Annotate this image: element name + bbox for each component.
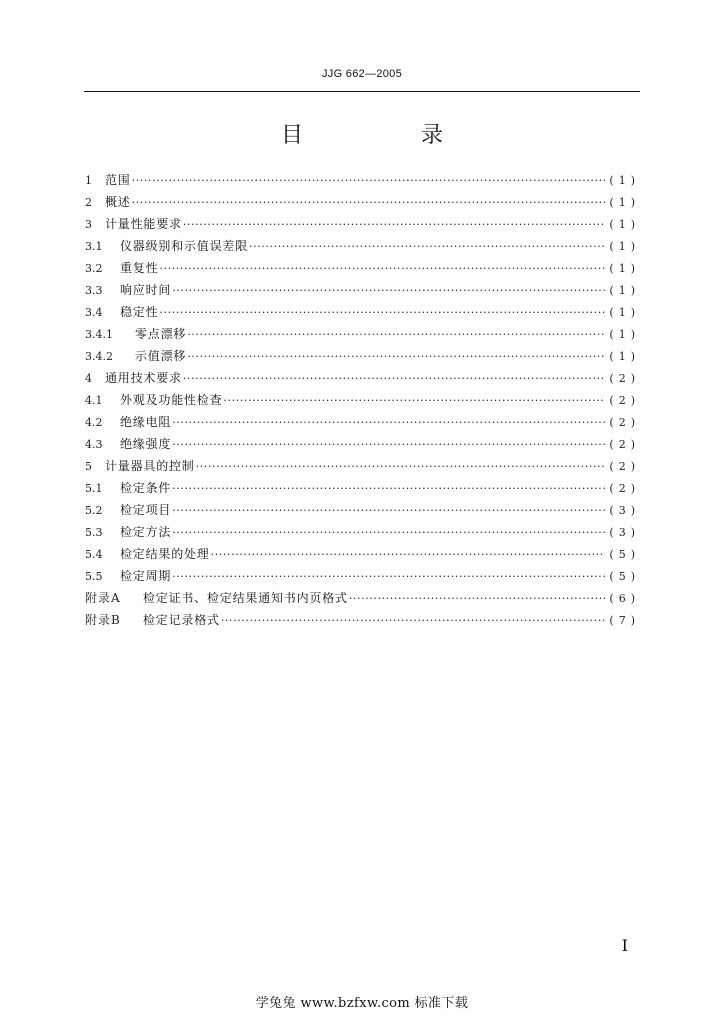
toc-entry-title: 示值漂移 (135, 349, 187, 363)
toc-entry[interactable] (85, 455, 640, 477)
toc-entry-title: 重复性 (120, 261, 159, 275)
toc-entry[interactable] (85, 169, 640, 191)
toc-entry-page: (1) (609, 240, 640, 253)
toc-leader-dots (223, 390, 605, 412)
toc-entry-page: (1) (609, 262, 640, 275)
toc-entry[interactable] (85, 235, 640, 257)
toc-entry-number: 附录A (85, 591, 121, 605)
toc-entry-number: 5.1 (85, 482, 103, 495)
toc-entry-number: 3.4.1 (85, 328, 113, 341)
page-title: 目 录 (280, 123, 491, 148)
toc-entry-title: 检定条件 (120, 481, 172, 495)
toc-entry-number: 附录B (85, 613, 121, 627)
toc-entry-page: (2) (609, 394, 640, 407)
toc-entry-page: (1) (609, 196, 640, 209)
toc-entry-page: (5) (609, 570, 640, 583)
toc-leader-dots (172, 478, 605, 500)
toc-entry[interactable] (85, 213, 640, 235)
toc-entry-number: 2 (85, 196, 92, 209)
toc-entry-page: (1) (609, 218, 640, 231)
toc-entry-number: 3.4.2 (85, 350, 113, 363)
toc-leader-dots (172, 500, 605, 522)
toc-entry-title: 计量器具的控制 (105, 459, 195, 473)
toc-entry-number: 1 (85, 174, 92, 187)
toc-entry-page: (1) (609, 350, 640, 363)
toc-entry-page: (2) (609, 438, 640, 451)
table-of-contents (85, 169, 640, 631)
toc-entry-page: (2) (609, 416, 640, 429)
toc-leader-dots (132, 170, 606, 192)
toc-entry-title: 检定证书、检定结果通知书内页格式 (143, 591, 348, 605)
toc-entry-number: 3.3 (85, 284, 103, 297)
toc-entry[interactable] (85, 389, 640, 411)
toc-entry-number: 3.4 (85, 306, 103, 319)
toc-entry-title: 检定记录格式 (143, 613, 220, 627)
toc-leader-dots (172, 412, 605, 434)
toc-entry[interactable] (85, 301, 640, 323)
toc-entry[interactable] (85, 433, 640, 455)
toc-leader-dots (221, 610, 606, 632)
toc-entry[interactable] (85, 565, 640, 587)
toc-entry-number: 3.1 (85, 240, 103, 253)
toc-entry-number: 5.4 (85, 548, 103, 561)
toc-entry-page: (1) (609, 328, 640, 341)
toc-entry-page: (5) (609, 548, 640, 561)
toc-entry-number: 5.3 (85, 526, 103, 539)
toc-leader-dots (187, 346, 605, 368)
toc-entry-page: (2) (609, 460, 640, 473)
toc-leader-dots (172, 566, 605, 588)
toc-leader-dots (183, 214, 606, 236)
toc-entry[interactable] (85, 323, 640, 345)
toc-entry-number: 3.2 (85, 262, 103, 275)
toc-entry-title: 检定方法 (120, 525, 172, 539)
toc-leader-dots (183, 368, 606, 390)
toc-entry[interactable] (85, 257, 640, 279)
toc-entry-number: 4.3 (85, 438, 103, 451)
toc-entry-page: (1) (609, 174, 640, 187)
toc-entry-title: 绝缘电阻 (120, 415, 172, 429)
toc-entry-title: 通用技术要求 (105, 371, 182, 385)
toc-entry-number: 4.2 (85, 416, 103, 429)
toc-entry-number: 5 (85, 460, 92, 473)
toc-leader-dots (211, 544, 606, 566)
toc-entry-number: 5.5 (85, 570, 103, 583)
toc-entry-title: 概述 (105, 195, 131, 209)
toc-entry-page: (6) (609, 592, 640, 605)
toc-leader-dots (172, 522, 605, 544)
toc-leader-dots (349, 588, 606, 610)
toc-entry[interactable] (85, 477, 640, 499)
toc-entry-title: 零点漂移 (135, 327, 187, 341)
toc-entry[interactable] (85, 543, 640, 565)
toc-entry-number: 3 (85, 218, 92, 231)
toc-entry[interactable] (85, 521, 640, 543)
toc-entry[interactable] (85, 345, 640, 367)
toc-entry-title: 范围 (105, 173, 131, 187)
toc-entry[interactable] (85, 499, 640, 521)
toc-entry-page: (1) (609, 306, 640, 319)
toc-entry[interactable] (85, 367, 640, 389)
toc-entry-title: 仪器级别和示值误差限 (120, 239, 249, 253)
document-header: JJG 662—2005 (321, 68, 403, 80)
toc-entry-title: 检定周期 (120, 569, 172, 583)
toc-leader-dots (172, 434, 605, 456)
toc-entry[interactable] (85, 411, 640, 433)
footer-watermark: 学兔兔 www.bzfxw.com 标准下载 (255, 996, 469, 1011)
toc-leader-dots (187, 324, 605, 346)
toc-leader-dots (249, 236, 605, 258)
toc-entry-title: 绝缘强度 (120, 437, 172, 451)
toc-entry[interactable] (85, 587, 640, 609)
toc-entry-title: 检定结果的处理 (120, 547, 210, 561)
toc-entry-page: (7) (609, 614, 640, 627)
toc-leader-dots (132, 192, 606, 214)
page-number: I (621, 936, 628, 955)
toc-entry-number: 4 (85, 372, 92, 385)
toc-entry-number: 5.2 (85, 504, 103, 517)
toc-leader-dots (172, 280, 605, 302)
toc-entry-number: 4.1 (85, 394, 103, 407)
toc-leader-dots (159, 258, 605, 280)
toc-entry-title: 检定项目 (120, 503, 172, 517)
toc-entry[interactable] (85, 609, 640, 631)
toc-entry[interactable] (85, 279, 640, 301)
toc-entry-page: (2) (609, 372, 640, 385)
toc-leader-dots (196, 456, 606, 478)
toc-entry-page: (3) (609, 504, 640, 517)
toc-entry[interactable] (85, 191, 640, 213)
toc-entry-page: (2) (609, 482, 640, 495)
toc-leader-dots (159, 302, 605, 324)
toc-entry-page: (3) (609, 526, 640, 539)
header-rule (84, 91, 640, 92)
toc-entry-title: 稳定性 (120, 305, 159, 319)
toc-entry-title: 响应时间 (120, 283, 172, 297)
toc-entry-title: 外观及功能性检查 (120, 393, 223, 407)
toc-entry-page: (1) (609, 284, 640, 297)
toc-entry-title: 计量性能要求 (105, 217, 182, 231)
